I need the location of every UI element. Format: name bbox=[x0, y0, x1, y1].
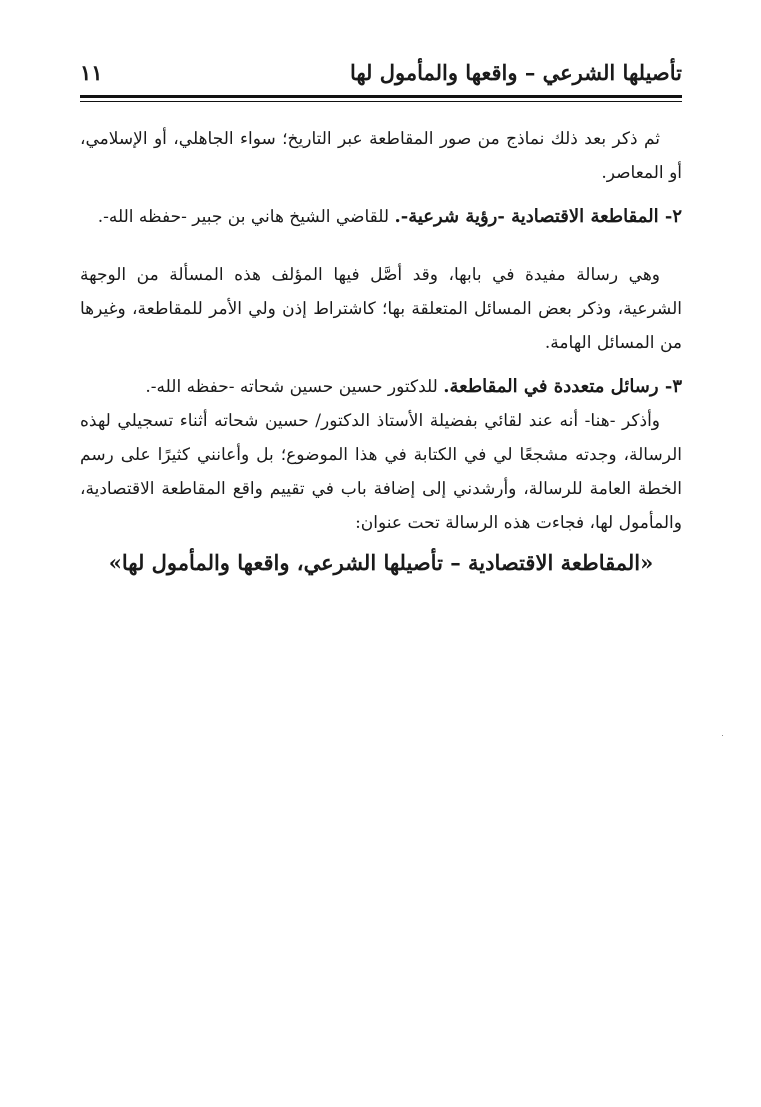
header-rule-thick bbox=[80, 95, 682, 98]
list-item-2-title: ٢- المقاطعة الاقتصادية -رؤية شرعية-. bbox=[394, 206, 682, 227]
paragraph-historical-examples bbox=[80, 122, 682, 190]
header-rule-thin bbox=[80, 101, 682, 102]
list-item-3-title: ٣- رسائل متعددة في المقاطعة. bbox=[443, 376, 682, 397]
list-item-3-author: للدكتور حسين حسين شحاته -حفظه الله-. bbox=[145, 377, 444, 397]
list-item-2-author: للقاضي الشيخ هاني بن جبير -حفظه الله-. bbox=[97, 207, 395, 227]
paragraph-text: وهي رسالة مفيدة في بابها، وقد أصَّل فيها المؤلف هذه المسألة من الوجهة الشرعية، وذكر بعض المسائل المتعلقة بها؛ كاشتراط إذن ولي الأمر للمقاطعة، وغيرها من المسائل الهامة. bbox=[80, 265, 682, 353]
book-title-quote: «المقاطعة الاقتصادية – تأصيلها الشرعي، واقعها والمأمول لها» bbox=[108, 550, 654, 575]
paragraph-text: وأذكر -هنا- أنه عند لقائي بفضيلة الأستاذ الدكتور/ حسين شحاته أثناء تسجيلي لهذه الرسالة، وجدته مشجعًا لي في الكتابة في هذا الموضوع؛ بل وأعانني كثيرًا على رسم الخطة العامة للرسالة، وأرشدني إلى إضافة باب في تقييم واقع المقاطعة الاقتصادية، والمأمول لها، فجاءت هذه الرسالة تحت عنوان: bbox=[80, 411, 682, 533]
list-item-2 bbox=[80, 200, 682, 234]
paragraph-item-2-description bbox=[80, 258, 682, 360]
running-header-title: تأصيلها الشرعي – واقعها والمأمول لها bbox=[349, 60, 682, 85]
scan-speck bbox=[722, 735, 723, 736]
paragraph-text: ثم ذكر بعد ذلك نماذج من صور المقاطعة عبر التاريخ؛ سواء الجاهلي، أو الإسلامي، أو المعاصر. bbox=[80, 129, 682, 183]
list-item-3 bbox=[80, 370, 682, 404]
running-header bbox=[80, 58, 682, 92]
paragraph-author-note bbox=[80, 404, 682, 540]
page-number: ١١ bbox=[80, 60, 103, 85]
page-body bbox=[80, 122, 682, 580]
